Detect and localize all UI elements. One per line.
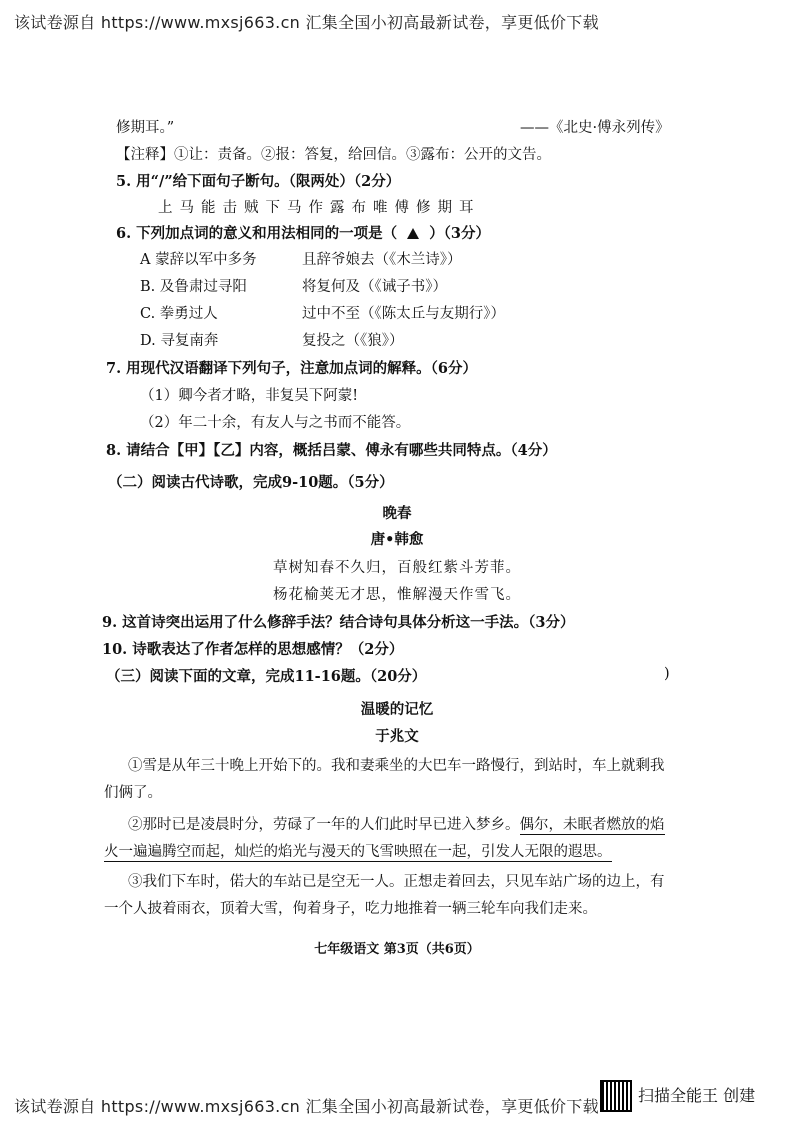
option-b-left: B. 及鲁肃过寻阳 xyxy=(140,279,247,295)
article-author: 于兆文 xyxy=(375,728,419,745)
paragraph-1-line-2: 们俩了。 xyxy=(104,785,162,801)
question-10: 10. 诗歌表达了作者怎样的思想感情？（2分） xyxy=(102,641,404,658)
question-7-item-1: （1）卿今者才略，非复吴下阿蒙! xyxy=(140,388,359,404)
option-c-left: C. 拳勇过人 xyxy=(140,306,218,322)
triangle-icon xyxy=(407,228,419,239)
source-banner-top: 该试卷源自 https://www.mxsj663.cn 汇集全国小初高最新试卷，享更低价下载 xyxy=(14,13,599,32)
question-5-sentence: 上马能击贼下马作露布唯傅修期耳 xyxy=(158,200,481,216)
paragraph-2-line-1 xyxy=(128,815,665,835)
poem-title: 晚春 xyxy=(382,505,412,522)
paragraph-2-plain: ②那时已是凌晨时分，劳碌了一年的人们此时早已进入梦乡。 xyxy=(128,817,520,833)
scanner-watermark: 扫描全能王 创建 xyxy=(638,1086,756,1105)
paragraph-2-underlined-start: 偶尔，未眠者燃放的焰 xyxy=(519,817,665,833)
option-a-left: A 蒙辞以军中多务 xyxy=(140,252,257,268)
paragraph-2-line-2 xyxy=(104,842,612,862)
paragraph-3-line-2: 一个人披着雨衣，顶着大雪，佝着身子，吃力地推着一辆三轮车向我们走来。 xyxy=(104,901,597,917)
question-6 xyxy=(116,224,490,244)
question-7: 7. 用现代汉语翻译下列句子，注意加点词的解释。（6分） xyxy=(106,360,478,377)
question-6-score: ）（3分） xyxy=(429,225,491,242)
poem-line-2: 杨花榆荚无才思，惟解漫天作雪飞。 xyxy=(273,587,521,603)
paragraph-1-line-1: ①雪是从年三十晚上开始下的。我和妻乘坐的大巴车一路慢行，到站时，车上就剩我 xyxy=(128,758,665,774)
question-9: 9. 这首诗突出运用了什么修辞手法？结合诗句具体分析这一手法。（3分） xyxy=(102,614,575,631)
qr-code-icon xyxy=(600,1080,632,1112)
source-banner-bottom: 该试卷源自 https://www.mxsj663.cn 汇集全国小初高最新试卷，享更低价下载 xyxy=(14,1097,599,1116)
option-d-right: 复投之（《狼》） xyxy=(302,333,404,349)
question-5: 5. 用“/”给下面句子断句。（限两处）（2分） xyxy=(116,173,401,190)
question-6-stem: 6. 下列加点词的意义和用法相同的一项是（ xyxy=(116,225,398,242)
continued-text: 修期耳。” xyxy=(116,120,175,136)
section-3-heading: （三）阅读下面的文章，完成11-16题。（20分） xyxy=(106,668,427,685)
section-2-heading: （二）阅读古代诗歌，完成9-10题。（5分） xyxy=(108,474,394,491)
page-footer: 七年级语文 第3页（共6页） xyxy=(314,942,480,957)
paragraph-2-underlined-end: 火一遍遍腾空而起，灿烂的焰光与漫天的飞雪映照在一起，引发人无限的遐思。 xyxy=(104,844,612,860)
article-title: 温暖的记忆 xyxy=(360,701,434,718)
annotation-note: 【注释】①让：责备。②报：答复，给回信。③露布：公开的文告。 xyxy=(116,147,551,163)
option-c-right: 过中不至（《陈太丘与友期行》） xyxy=(302,306,505,322)
option-d-left: D. 寻复南奔 xyxy=(140,333,219,349)
source-citation: ——《北史·傅永列传》 xyxy=(520,120,670,136)
option-a-right: 且辞爷娘去（《木兰诗》） xyxy=(302,252,462,268)
stray-parenthesis: ) xyxy=(664,666,670,682)
paragraph-3-line-1: ③我们下车时，偌大的车站已是空无一人。正想走着回去，只见车站广场的边上，有 xyxy=(128,874,665,890)
question-8: 8. 请结合【甲】【乙】内容，概括吕蒙、傅永有哪些共同特点。（4分） xyxy=(106,442,557,459)
poem-line-1: 草树知春不久归，百般红紫斗芳菲。 xyxy=(273,560,521,576)
option-b-right: 将复何及（《诫子书》） xyxy=(302,279,447,295)
poem-author: 唐•韩愈 xyxy=(370,531,424,548)
question-7-item-2: （2）年二十余，有友人与之书而不能答。 xyxy=(140,415,411,431)
